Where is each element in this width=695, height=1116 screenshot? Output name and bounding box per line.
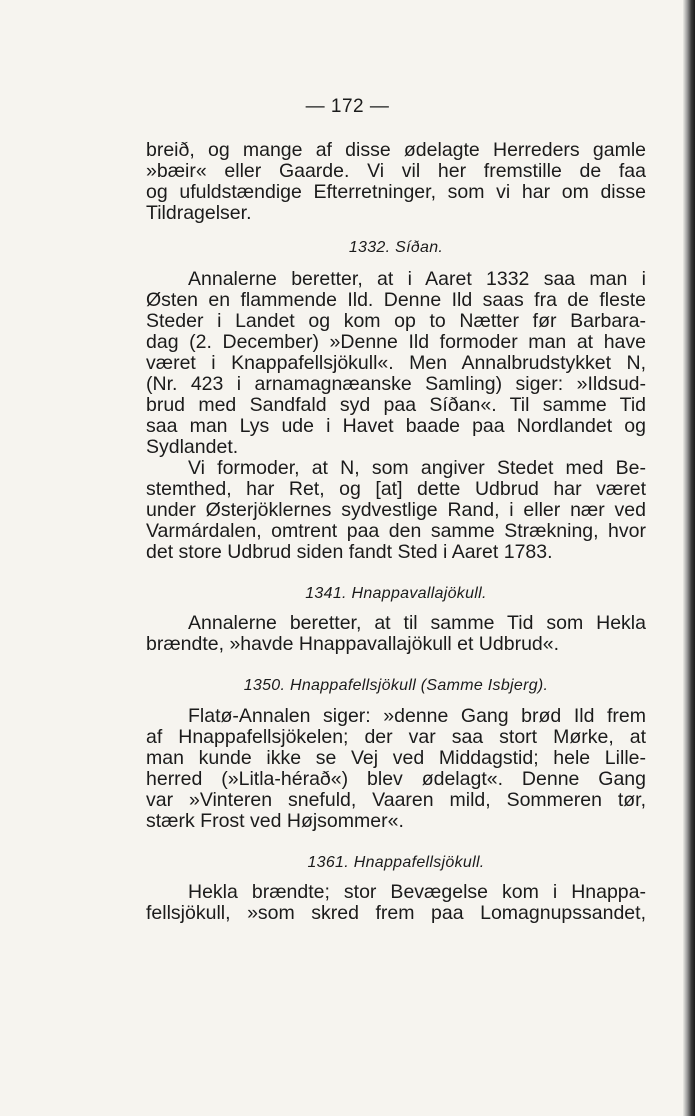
page-edge-shadow (683, 0, 695, 1116)
paragraph (146, 882, 646, 924)
text-line: Varmárdalen, omtrent paa den samme Strækning, hvor (146, 520, 646, 542)
text-line: brændte, »havde Hnappavallajökull et Udbrud«. (146, 633, 560, 655)
text-line: (Nr. 423 i arnamagnæanske Samling) siger: »Ildsud- (146, 373, 646, 395)
section-heading-1341: 1341. Hnappavallajökull. (305, 585, 487, 602)
text-line: Steder i Landet og kom op to Nætter før Barbara- (146, 310, 646, 332)
text-line: Annalerne beretter, at i Aaret 1332 saa man i (188, 268, 646, 290)
text-line: fellsjökull, »som skred frem paa Lomagnupssandet, (146, 902, 646, 924)
paragraph (146, 706, 646, 832)
paragraph (146, 458, 646, 563)
page-body (146, 140, 646, 924)
text-line: stærk Frost ved Højsommer«. (146, 810, 404, 832)
section-heading-1350: 1350. Hnappafellsjökull (Samme Isbjerg). (243, 677, 549, 694)
page-number: — 172 — (305, 96, 390, 117)
text-line: og ufuldstændige Efterretninger, som vi har om disse (146, 181, 646, 203)
text-line: stemthed, har Ret, og [at] dette Udbrud har været (146, 478, 646, 500)
text-line: Flatø-Annalen siger: »denne Gang brød Ild frem (188, 705, 646, 727)
text-line: det store Udbrud siden fandt Sted i Aaret 1783. (146, 541, 553, 563)
text-line: dag (2. December) »Denne Ild formoder man at have (146, 331, 646, 353)
text-line: Hekla brændte; stor Bevægelse kom i Hnappa- (188, 881, 646, 903)
text-line: brud med Sandfald syd paa Síðan«. Til samme Tid (146, 394, 646, 416)
paragraph (146, 269, 646, 458)
text-line: saa man Lys ude i Havet baade paa Nordlandet og (146, 415, 646, 437)
text-line: »bæir« eller Gaarde. Vi vil her fremstille de faa (146, 160, 646, 182)
section-heading-1332: 1332. Síðan. (348, 239, 444, 256)
text-line: herred (»Litla-hérað«) blev ødelagt«. Denne Gang (146, 768, 646, 790)
text-line: var »Vinteren snefuld, Vaaren mild, Sommeren tør, (146, 789, 646, 811)
text-line: Annalerne beretter, at til samme Tid som Hekla (188, 612, 646, 634)
text-line: Tildragelser. (146, 202, 252, 224)
text-line: Sydlandet. (146, 436, 239, 458)
section-heading-1361: 1361. Hnappafellsjökull. (307, 854, 485, 871)
text-line: under Østerjöklernes sydvestlige Rand, i eller nær ved (146, 499, 646, 521)
text-line: breið, og mange af disse ødelagte Herreders gamle (146, 139, 646, 161)
paragraph (146, 140, 646, 224)
text-line: Vi formoder, at N, som angiver Stedet med Be- (188, 457, 646, 479)
text-line: af Hnappafellsjökelen; der var saa stort Mørke, at (146, 726, 646, 748)
text-line: man kunde ikke se Vej ved Middagstid; hele Lille- (146, 747, 646, 769)
text-line: været i Knappafellsjökull«. Men Annalbrudstykket N, (146, 352, 646, 374)
text-line: Østen en flammende Ild. Denne Ild saas fra de fleste (146, 289, 646, 311)
paragraph (146, 613, 646, 655)
